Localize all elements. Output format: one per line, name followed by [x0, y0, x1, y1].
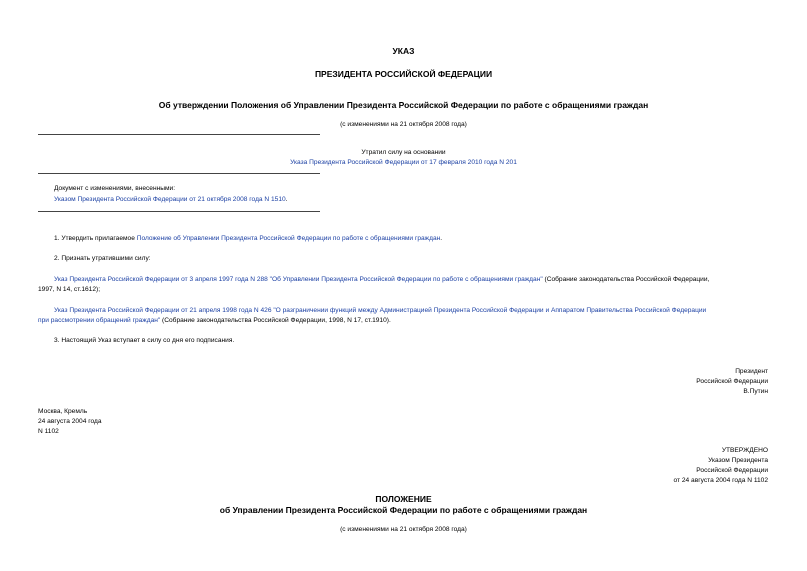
place: Москва, Кремль: [38, 408, 88, 415]
signature-name: В.Путин: [743, 388, 768, 395]
amendments-note: (с изменениями на 21 октября 2008 года): [340, 121, 467, 128]
decree-heading: УКАЗ: [392, 46, 415, 56]
changes-line: [54, 196, 288, 204]
paragraph-2a-line1: [54, 276, 709, 284]
paragraph-2: 2. Признать утратившими силу:: [54, 255, 151, 262]
changes-link[interactable]: Указом Президента Российской Федерации от 21 октября 2008 года N 1510: [54, 196, 286, 203]
signature-country: Российской Федерации: [696, 378, 768, 385]
approved-country: Российской Федерации: [696, 467, 768, 474]
paragraph-3: 3. Настоящий Указ вступает в силу со дня его подписания.: [54, 337, 235, 344]
p1-suffix: .: [440, 235, 443, 242]
paragraph-2a-line2: 1997, N 14, ст.1612);: [38, 286, 101, 293]
p2b-link-line1[interactable]: Указ Президента Российской Федерации от 21 апреля 1998 года N 426 "О разграничении функций между Администрацией Президента Российской Федерации и Аппаратом Правительства Российской Федерации: [54, 307, 707, 314]
p2a-suffix: (Собрание законодательства Российской Федерации,: [542, 276, 710, 283]
regulation-amendments-note: (с изменениями на 21 октября 2008 года): [340, 526, 467, 533]
regulation-subtitle: об Управлении Президента Российской Федерации по работе с обращениями граждан: [219, 505, 588, 515]
p2b-link-line2[interactable]: при рассмотрении обращений граждан": [38, 317, 161, 324]
regulation-title: ПОЛОЖЕНИЕ: [375, 494, 432, 504]
approved-by: Указом Президента: [708, 457, 768, 464]
approved-date: от 24 августа 2004 года N 1102: [673, 477, 768, 484]
p2b-suffix: (Собрание законодательства Российской Федерации, 1998, N 17, ст.1910).: [160, 317, 391, 324]
divider: [38, 173, 320, 174]
paragraph-2b-line2: [38, 317, 391, 325]
president-heading: ПРЕЗИДЕНТА РОССИЙСКОЙ ФЕДЕРАЦИИ: [314, 69, 493, 79]
p1-prefix: 1. Утвердить прилагаемое: [54, 235, 137, 242]
changes-label: Документ с изменениями, внесенными:: [54, 185, 176, 192]
decree-title: Об утверждении Положения об Управлении Президента Российской Федерации по работе с обращениями граждан: [158, 100, 649, 110]
expired-link[interactable]: Указа Президента Российской Федерации от 17 февраля 2010 года N 201: [290, 159, 517, 166]
expired-label: Утратил силу на основании: [361, 149, 446, 156]
signature-title: Президент: [735, 368, 768, 375]
p1-link[interactable]: Положение об Управлении Президента Российской Федерации по работе с обращениями граждан: [136, 235, 441, 242]
date: 24 августа 2004 года: [38, 418, 102, 425]
changes-suffix: .: [285, 196, 288, 203]
p2a-link[interactable]: Указ Президента Российской Федерации от 3 апреля 1997 года N 288 "Об Управлении Президента Российской Федерации по работе с обращениями граждан": [54, 276, 543, 283]
divider: [38, 134, 320, 135]
paragraph-1: [54, 235, 442, 243]
divider: [38, 211, 320, 212]
decree-number: N 1102: [38, 428, 59, 435]
approved-label: УТВЕРЖДЕНО: [721, 447, 768, 454]
